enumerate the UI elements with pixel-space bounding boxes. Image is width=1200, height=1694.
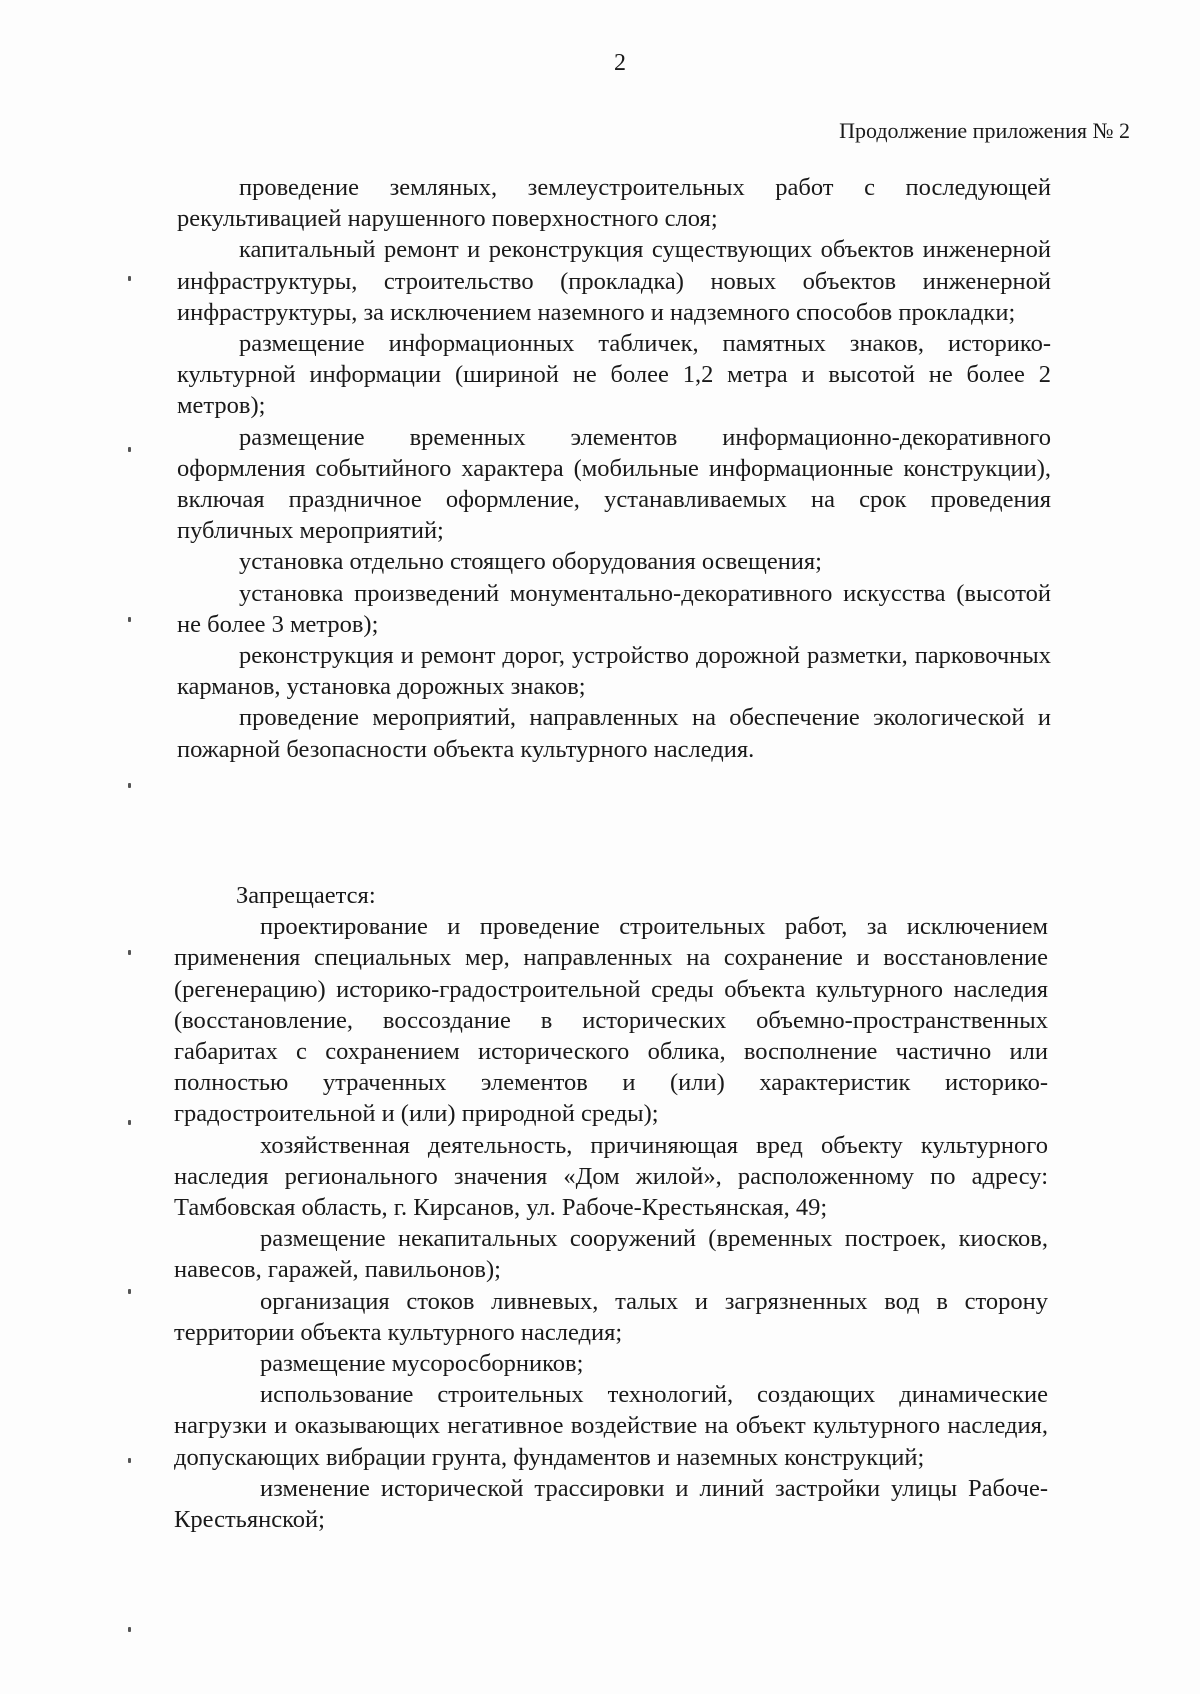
list-item: капитальный ремонт и реконструкция существующих объектов инженерной инфраструктуры, строительство (прокладка) новых объектов инженерной инфраструктуры, за исключением наземного и надземного способов прокладки;	[177, 236, 1051, 326]
list-item: размещение информационных табличек, памятных знаков, историко-культурной информации (шириной не более 1,2 метра и высотой не более 2 метров);	[177, 330, 1051, 420]
list-item: использование строительных технологий, создающих динамические нагрузки и оказывающих негативное воздействие на объект культурного наследия, допускающих вибрации грунта, фундаментов и наземных конструкций;	[174, 1381, 1048, 1471]
page-number: 2	[614, 50, 626, 76]
list-item: размещение некапитальных сооружений (временных построек, киосков, навесов, гаражей, павильонов);	[174, 1225, 1048, 1284]
scan-artifact	[128, 950, 131, 955]
list-item: размещение временных элементов информационно-декоративного оформления событийного характера (мобильные информационные конструкции), включая праздничное оформление, устанавливаемых на срок проведения публичных мероприятий;	[177, 423, 1051, 545]
appendix-continuation-note: Продолжение приложения № 2	[839, 118, 1130, 143]
list-item: изменение исторической трассировки и линий застройки улицы Рабоче- Крестьянской;	[174, 1474, 1048, 1534]
allowed-activities-list	[177, 172, 1051, 765]
scan-artifact	[128, 617, 131, 622]
list-item: реконструкция и ремонт дорог, устройство дорожной разметки, парковочных карманов, установка дорожных знаков;	[177, 642, 1051, 701]
scan-artifact	[128, 276, 131, 281]
list-item: организация стоков ливневых, талых и загрязненных вод в сторону территории объекта культурного наследия;	[174, 1287, 1048, 1346]
forbidden-activities-section	[174, 880, 1048, 1535]
scan-artifact	[128, 783, 131, 788]
list-item: проектирование и проведение строительных работ, за исключением применения специальных мер, направленных на сохранение и восстановление (регенерацию) историко-градостроительной среды объекта культурного наследия (восстановление, воссоздание в исторических объемно-пространственных габаритах с сохранением исторического облика, восполнение частично или полностью утраченных элементов и (или) характеристик историко- градостроительной и (или) природной среды);	[174, 913, 1048, 1128]
list-item: установка отдельно стоящего оборудования освещения;	[239, 548, 822, 576]
scan-artifact	[128, 1458, 131, 1463]
scan-artifact	[128, 1120, 131, 1125]
scan-artifact	[128, 1627, 131, 1632]
list-item: хозяйственная деятельность, причиняющая вред объекту культурного наследия регионального значения «Дом жилой», расположенному по адресу: Тамбовская область, г. Кирсанов, ул. Рабоче-Крестьянская, 49;	[174, 1131, 1048, 1222]
list-item: проведение мероприятий, направленных на обеспечение экологической и пожарной безопасности объекта культурного наследия.	[177, 704, 1051, 763]
list-item: проведение земляных, землеустроительных работ с последующей рекультивацией нарушенного поверхностного слоя;	[177, 174, 1051, 233]
scan-artifact	[128, 447, 131, 452]
scan-artifact	[128, 1289, 131, 1294]
list-item: размещение мусоросборников;	[260, 1350, 584, 1378]
list-item: установка произведений монументально-декоративного искусства (высотой не более 3 метров);	[177, 579, 1051, 638]
section-heading: Запрещается:	[236, 882, 376, 909]
